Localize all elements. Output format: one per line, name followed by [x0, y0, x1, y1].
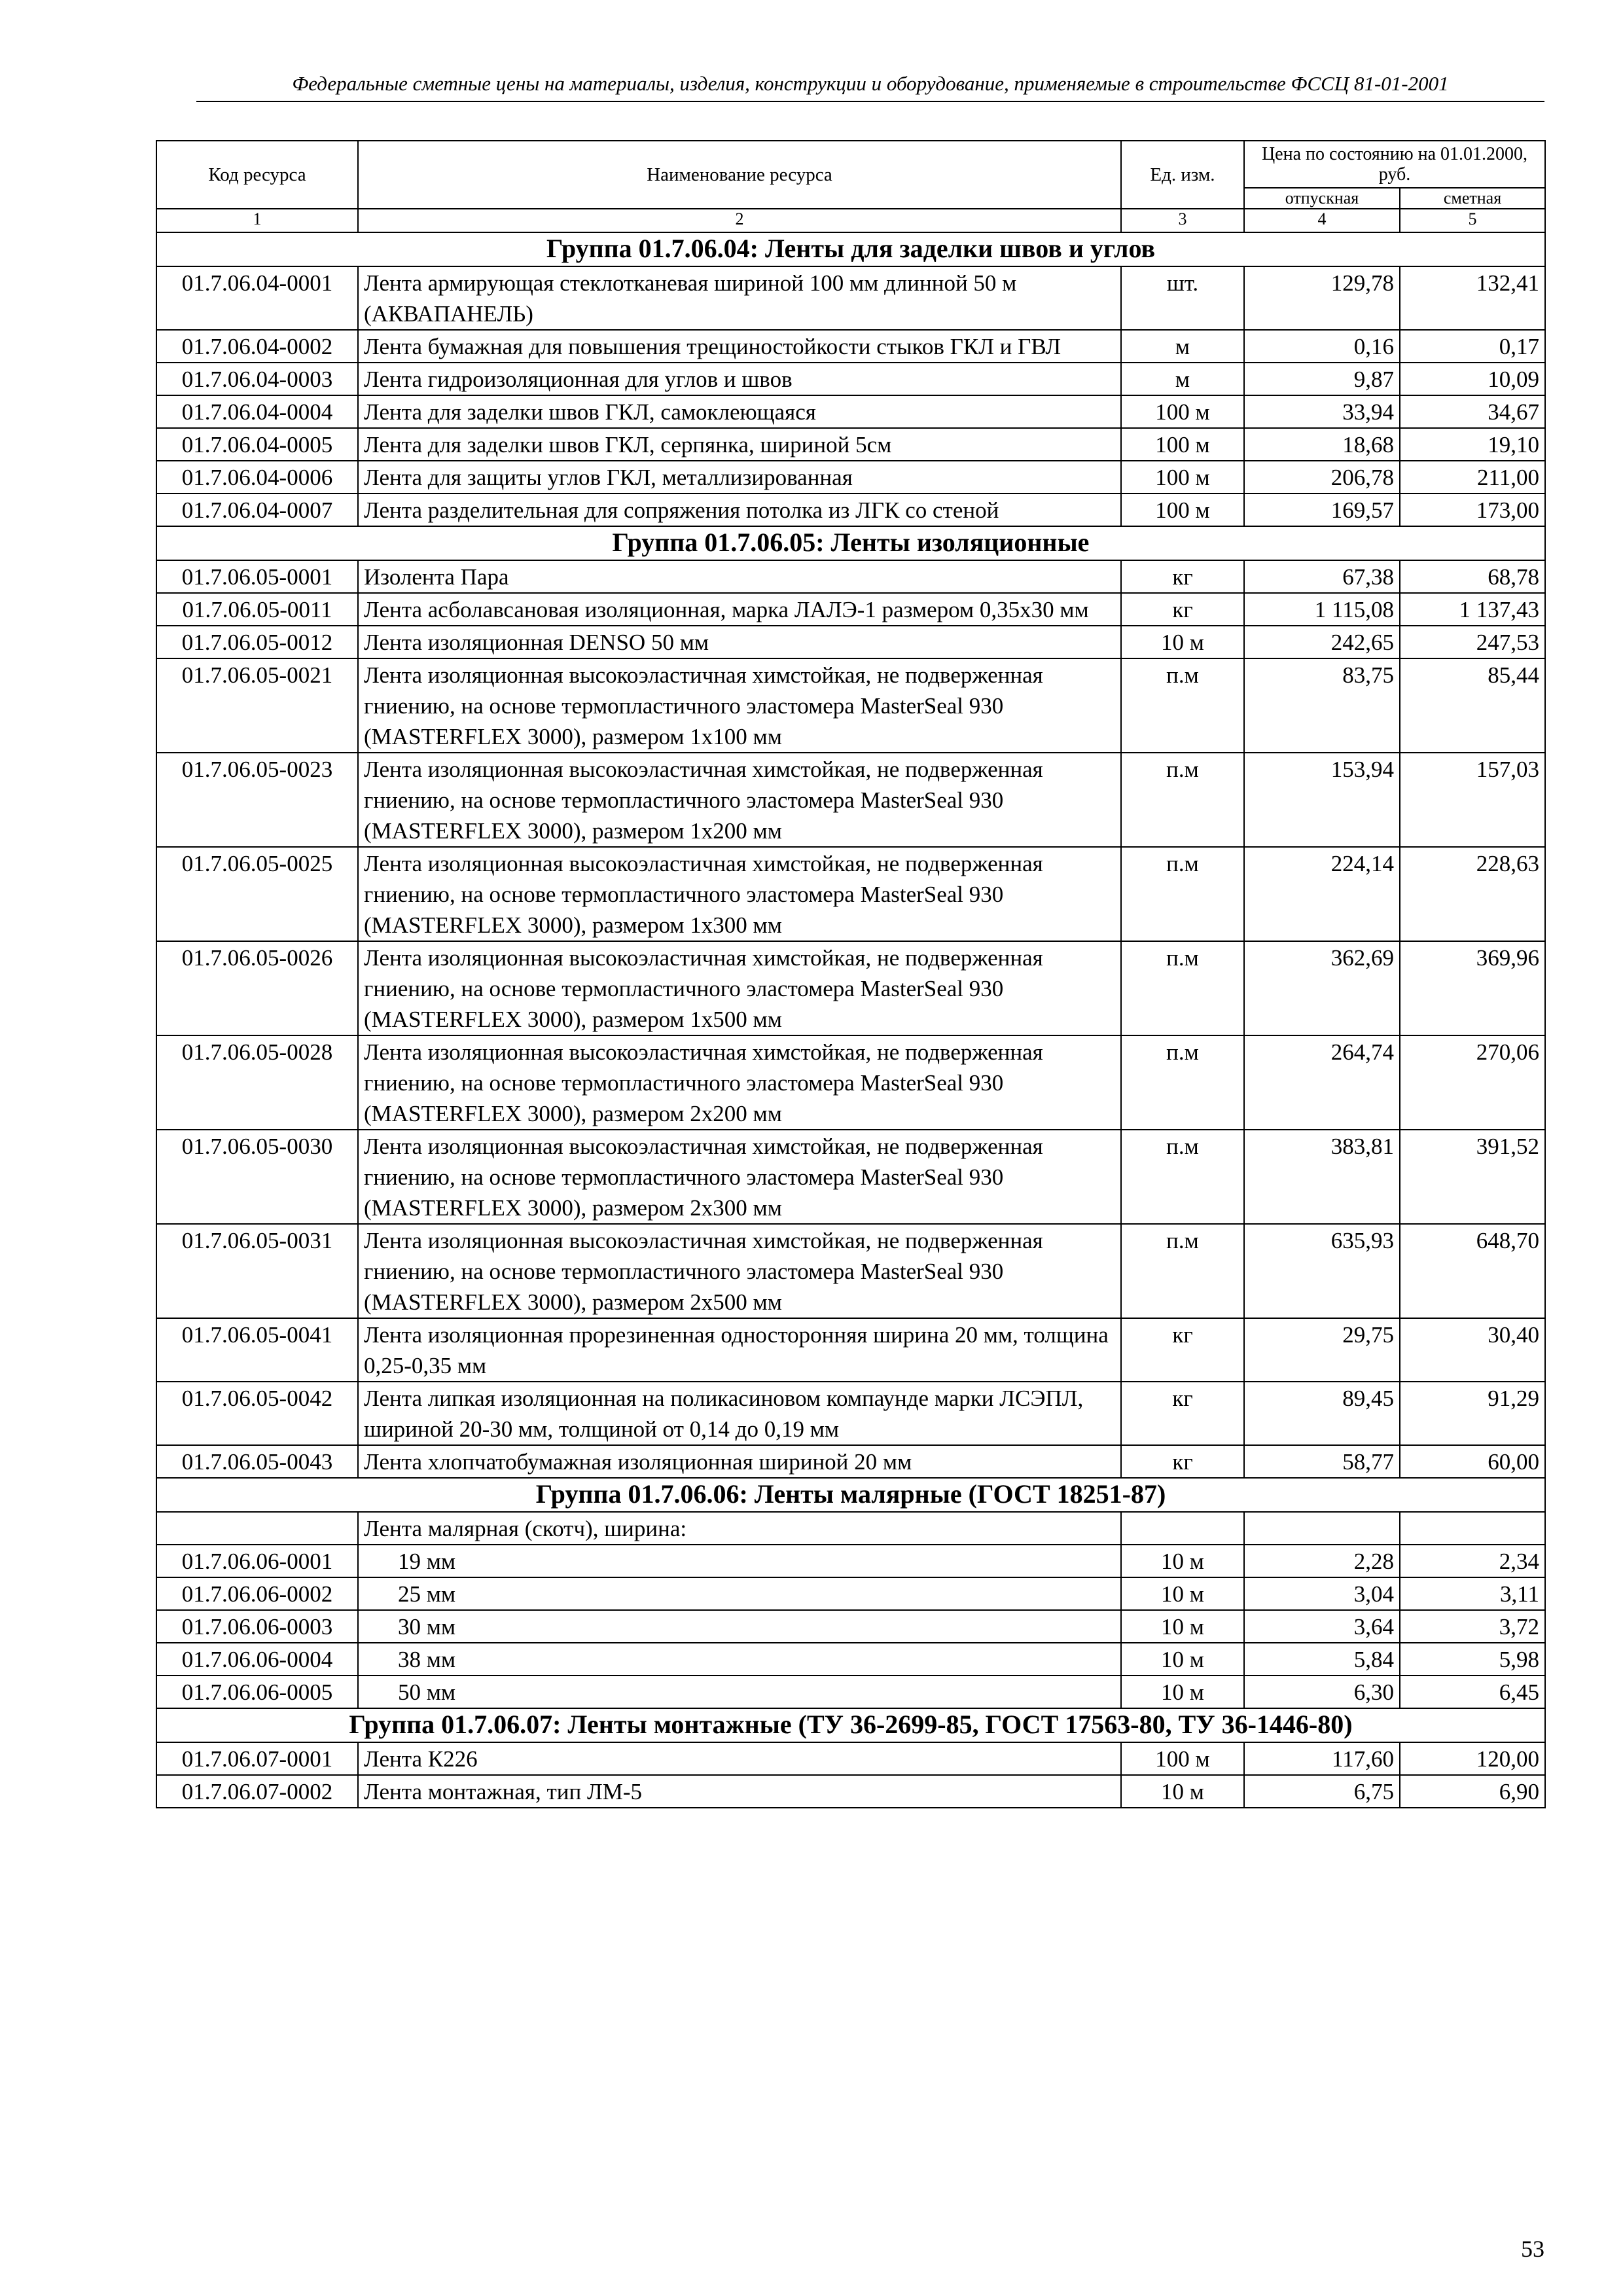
estimate-price: 173,00	[1400, 493, 1545, 526]
release-price: 129,78	[1244, 266, 1400, 330]
table-row	[156, 395, 1545, 428]
resource-code: 01.7.06.07-0002	[156, 1775, 358, 1808]
column-number-row	[156, 209, 1545, 232]
resource-code: 01.7.06.05-0026	[156, 941, 358, 1035]
resource-name: 30 мм	[358, 1610, 1121, 1643]
resource-code: 01.7.06.05-0042	[156, 1382, 358, 1445]
resource-code: 01.7.06.04-0007	[156, 493, 358, 526]
table-row	[156, 461, 1545, 493]
unit-of-measure: п.м	[1121, 753, 1244, 847]
release-price	[1244, 1512, 1400, 1545]
resource-code: 01.7.06.05-0025	[156, 847, 358, 941]
release-price: 264,74	[1244, 1035, 1400, 1130]
resource-name: Лента малярная (скотч), ширина:	[358, 1512, 1121, 1545]
resource-code: 01.7.06.05-0023	[156, 753, 358, 847]
table-row	[156, 1742, 1545, 1775]
estimate-price: 1 137,43	[1400, 593, 1545, 626]
resource-name: Лента К226	[358, 1742, 1121, 1775]
unit-of-measure: п.м	[1121, 941, 1244, 1035]
estimate-price: 120,00	[1400, 1742, 1545, 1775]
column-number: 5	[1400, 209, 1545, 232]
unit-of-measure: 10 м	[1121, 626, 1244, 658]
group-title: Группа 01.7.06.05: Ленты изоляционные	[156, 526, 1545, 560]
table-row	[156, 1318, 1545, 1382]
unit-of-measure: 10 м	[1121, 1610, 1244, 1643]
price-table-container	[156, 140, 1544, 1808]
release-price: 6,75	[1244, 1775, 1400, 1808]
column-header-release-price: отпускная	[1244, 188, 1400, 209]
estimate-price: 3,72	[1400, 1610, 1545, 1643]
resource-name: Лента изоляционная DENSO 50 мм	[358, 626, 1121, 658]
resource-name: Лента для заделки швов ГКЛ, серпянка, шириной 5см	[358, 428, 1121, 461]
resource-name: Лента армирующая стеклотканевая шириной 100 мм длинной 50 м (АКВАПАНЕЛЬ)	[358, 266, 1121, 330]
resource-code: 01.7.06.05-0012	[156, 626, 358, 658]
resource-name: 50 мм	[358, 1676, 1121, 1708]
estimate-price: 91,29	[1400, 1382, 1545, 1445]
estimate-price	[1400, 1512, 1545, 1545]
table-row	[156, 593, 1545, 626]
table-row	[156, 266, 1545, 330]
estimate-price: 60,00	[1400, 1445, 1545, 1478]
resource-name: Лента изоляционная высокоэластичная химстойкая, не подверженная гниению, на основе термопластичного эластомера MasterSeal 930 (MASTERFLEX 3000), размером 1х100 мм	[358, 658, 1121, 753]
unit-of-measure: кг	[1121, 1318, 1244, 1382]
table-row	[156, 1035, 1545, 1130]
estimate-price: 3,11	[1400, 1577, 1545, 1610]
table-row	[156, 1224, 1545, 1318]
table-row	[156, 626, 1545, 658]
release-price: 67,38	[1244, 560, 1400, 593]
estimate-price: 247,53	[1400, 626, 1545, 658]
resource-code: 01.7.06.06-0002	[156, 1577, 358, 1610]
unit-of-measure: п.м	[1121, 847, 1244, 941]
unit-of-measure: п.м	[1121, 1035, 1244, 1130]
unit-of-measure: 10 м	[1121, 1643, 1244, 1676]
resource-name: Лента разделительная для сопряжения потолка из ЛГК со стеной	[358, 493, 1121, 526]
release-price: 89,45	[1244, 1382, 1400, 1445]
column-header-price: Цена по состоянию на 01.01.2000, руб.	[1244, 141, 1545, 188]
table-row	[156, 753, 1545, 847]
unit-of-measure: шт.	[1121, 266, 1244, 330]
release-price: 9,87	[1244, 363, 1400, 395]
estimate-price: 68,78	[1400, 560, 1545, 593]
unit-of-measure: кг	[1121, 593, 1244, 626]
resource-name: Изолента Пара	[358, 560, 1121, 593]
unit-of-measure: 100 м	[1121, 428, 1244, 461]
resource-name: 25 мм	[358, 1577, 1121, 1610]
group-title: Группа 01.7.06.06: Ленты малярные (ГОСТ 18251-87)	[156, 1478, 1545, 1512]
estimate-price: 6,90	[1400, 1775, 1545, 1808]
release-price: 0,16	[1244, 330, 1400, 363]
table-row	[156, 1577, 1545, 1610]
group-heading-row	[156, 526, 1545, 560]
resource-code: 01.7.06.05-0028	[156, 1035, 358, 1130]
group-title: Группа 01.7.06.07: Ленты монтажные (ТУ 36-2699-85, ГОСТ 17563-80, ТУ 36-1446-80)	[156, 1708, 1545, 1742]
resource-code: 01.7.06.04-0004	[156, 395, 358, 428]
resource-name: Лента изоляционная высокоэластичная химстойкая, не подверженная гниению, на основе термопластичного эластомера MasterSeal 930 (MASTERFLEX 3000), размером 1х200 мм	[358, 753, 1121, 847]
unit-of-measure: п.м	[1121, 1224, 1244, 1318]
estimate-price: 10,09	[1400, 363, 1545, 395]
unit-of-measure: 100 м	[1121, 461, 1244, 493]
unit-of-measure: 100 м	[1121, 395, 1244, 428]
resource-code: 01.7.06.07-0001	[156, 1742, 358, 1775]
running-header: Федеральные сметные цены на материалы, изделия, конструкции и оборудование, применяемые в строительстве ФССЦ 81-01-2001	[196, 72, 1544, 102]
resource-code: 01.7.06.04-0006	[156, 461, 358, 493]
column-number: 3	[1121, 209, 1244, 232]
estimate-price: 2,34	[1400, 1545, 1545, 1577]
resource-name: Лента монтажная, тип ЛМ-5	[358, 1775, 1121, 1808]
resource-code: 01.7.06.04-0003	[156, 363, 358, 395]
group-heading-row	[156, 1478, 1545, 1512]
column-header-unit: Ед. изм.	[1121, 141, 1244, 209]
table-row	[156, 560, 1545, 593]
resource-name: Лента липкая изоляционная на поликасиновом компаунде марки ЛСЭПЛ, шириной 20-30 мм, толщиной от 0,14 до 0,19 мм	[358, 1382, 1121, 1445]
estimate-price: 391,52	[1400, 1130, 1545, 1224]
estimate-price: 157,03	[1400, 753, 1545, 847]
release-price: 58,77	[1244, 1445, 1400, 1478]
release-price: 83,75	[1244, 658, 1400, 753]
resource-code: 01.7.06.06-0004	[156, 1643, 358, 1676]
estimate-price: 648,70	[1400, 1224, 1545, 1318]
table-row	[156, 428, 1545, 461]
column-number: 2	[358, 209, 1121, 232]
resource-code: 01.7.06.06-0001	[156, 1545, 358, 1577]
release-price: 362,69	[1244, 941, 1400, 1035]
estimate-price: 132,41	[1400, 266, 1545, 330]
estimate-price: 30,40	[1400, 1318, 1545, 1382]
table-row	[156, 363, 1545, 395]
unit-of-measure: п.м	[1121, 1130, 1244, 1224]
resource-name: Лента изоляционная прорезиненная односторонняя ширина 20 мм, толщина 0,25-0,35 мм	[358, 1318, 1121, 1382]
release-price: 3,04	[1244, 1577, 1400, 1610]
unit-of-measure: п.м	[1121, 658, 1244, 753]
unit-of-measure: 10 м	[1121, 1775, 1244, 1808]
resource-name: Лента изоляционная высокоэластичная химстойкая, не подверженная гниению, на основе термопластичного эластомера MasterSeal 930 (MASTERFLEX 3000), размером 1х500 мм	[358, 941, 1121, 1035]
resource-name: Лента для защиты углов ГКЛ, металлизированная	[358, 461, 1121, 493]
table-row	[156, 941, 1545, 1035]
resource-name: 38 мм	[358, 1643, 1121, 1676]
estimate-price: 85,44	[1400, 658, 1545, 753]
resource-code: 01.7.06.05-0030	[156, 1130, 358, 1224]
table-row	[156, 1676, 1545, 1708]
estimate-price: 270,06	[1400, 1035, 1545, 1130]
table-row	[156, 1130, 1545, 1224]
table-row	[156, 1643, 1545, 1676]
resource-name: Лента для заделки швов ГКЛ, самоклеющаяся	[358, 395, 1121, 428]
release-price: 635,93	[1244, 1224, 1400, 1318]
unit-of-measure: кг	[1121, 1445, 1244, 1478]
resource-code: 01.7.06.04-0001	[156, 266, 358, 330]
table-row	[156, 1775, 1545, 1808]
release-price: 1 115,08	[1244, 593, 1400, 626]
release-price: 206,78	[1244, 461, 1400, 493]
estimate-price: 34,67	[1400, 395, 1545, 428]
unit-of-measure: кг	[1121, 560, 1244, 593]
estimate-price: 228,63	[1400, 847, 1545, 941]
table-row	[156, 1545, 1545, 1577]
release-price: 33,94	[1244, 395, 1400, 428]
resource-name: Лента асболавсановая изоляционная, марка ЛАЛЭ-1 размером 0,35х30 мм	[358, 593, 1121, 626]
release-price: 29,75	[1244, 1318, 1400, 1382]
column-number: 4	[1244, 209, 1400, 232]
resource-code: 01.7.06.04-0005	[156, 428, 358, 461]
resource-name: 19 мм	[358, 1545, 1121, 1577]
estimate-price: 369,96	[1400, 941, 1545, 1035]
unit-of-measure: 10 м	[1121, 1676, 1244, 1708]
release-price: 383,81	[1244, 1130, 1400, 1224]
table-row	[156, 330, 1545, 363]
release-price: 169,57	[1244, 493, 1400, 526]
release-price: 224,14	[1244, 847, 1400, 941]
unit-of-measure	[1121, 1512, 1244, 1545]
resource-code: 01.7.06.05-0021	[156, 658, 358, 753]
price-table	[156, 140, 1546, 1808]
estimate-price: 19,10	[1400, 428, 1545, 461]
resource-code: 01.7.06.06-0005	[156, 1676, 358, 1708]
subgroup-label-row	[156, 1512, 1545, 1545]
release-price: 3,64	[1244, 1610, 1400, 1643]
unit-of-measure: кг	[1121, 1382, 1244, 1445]
page-number: 53	[1521, 2236, 1544, 2262]
unit-of-measure: 10 м	[1121, 1545, 1244, 1577]
release-price: 18,68	[1244, 428, 1400, 461]
estimate-price: 5,98	[1400, 1643, 1545, 1676]
unit-of-measure: м	[1121, 330, 1244, 363]
unit-of-measure: 100 м	[1121, 1742, 1244, 1775]
resource-code: 01.7.06.05-0011	[156, 593, 358, 626]
estimate-price: 6,45	[1400, 1676, 1545, 1708]
group-heading-row	[156, 232, 1545, 266]
resource-name: Лента изоляционная высокоэластичная химстойкая, не подверженная гниению, на основе термопластичного эластомера MasterSeal 930 (MASTERFLEX 3000), размером 2х200 мм	[358, 1035, 1121, 1130]
table-row	[156, 1382, 1545, 1445]
resource-name: Лента бумажная для повышения трещиностойкости стыков ГКЛ и ГВЛ	[358, 330, 1121, 363]
release-price: 2,28	[1244, 1545, 1400, 1577]
table-row	[156, 493, 1545, 526]
release-price: 117,60	[1244, 1742, 1400, 1775]
group-heading-row	[156, 1708, 1545, 1742]
resource-code	[156, 1512, 358, 1545]
resource-code: 01.7.06.05-0041	[156, 1318, 358, 1382]
table-row	[156, 658, 1545, 753]
estimate-price: 211,00	[1400, 461, 1545, 493]
resource-code: 01.7.06.05-0001	[156, 560, 358, 593]
column-number: 1	[156, 209, 358, 232]
resource-code: 01.7.06.05-0031	[156, 1224, 358, 1318]
column-header-code: Код ресурса	[156, 141, 358, 209]
resource-code: 01.7.06.04-0002	[156, 330, 358, 363]
table-row	[156, 1610, 1545, 1643]
table-body	[156, 232, 1545, 1808]
unit-of-measure: 100 м	[1121, 493, 1244, 526]
table-row	[156, 1445, 1545, 1478]
release-price: 5,84	[1244, 1643, 1400, 1676]
estimate-price: 0,17	[1400, 330, 1545, 363]
resource-name: Лента изоляционная высокоэластичная химстойкая, не подверженная гниению, на основе термопластичного эластомера MasterSeal 930 (MASTERFLEX 3000), размером 2х300 мм	[358, 1130, 1121, 1224]
resource-name: Лента хлопчатобумажная изоляционная шириной 20 мм	[358, 1445, 1121, 1478]
group-title: Группа 01.7.06.04: Ленты для заделки швов и углов	[156, 232, 1545, 266]
resource-code: 01.7.06.06-0003	[156, 1610, 358, 1643]
release-price: 242,65	[1244, 626, 1400, 658]
unit-of-measure: 10 м	[1121, 1577, 1244, 1610]
table-row	[156, 847, 1545, 941]
release-price: 153,94	[1244, 753, 1400, 847]
resource-name: Лента изоляционная высокоэластичная химстойкая, не подверженная гниению, на основе термопластичного эластомера MasterSeal 930 (MASTERFLEX 3000), размером 2х500 мм	[358, 1224, 1121, 1318]
unit-of-measure: м	[1121, 363, 1244, 395]
resource-name: Лента изоляционная высокоэластичная химстойкая, не подверженная гниению, на основе термопластичного эластомера MasterSeal 930 (MASTERFLEX 3000), размером 1х300 мм	[358, 847, 1121, 941]
column-header-estimate-price: сметная	[1400, 188, 1545, 209]
release-price: 6,30	[1244, 1676, 1400, 1708]
resource-name: Лента гидроизоляционная для углов и швов	[358, 363, 1121, 395]
resource-code: 01.7.06.05-0043	[156, 1445, 358, 1478]
column-header-name: Наименование ресурса	[358, 141, 1121, 209]
